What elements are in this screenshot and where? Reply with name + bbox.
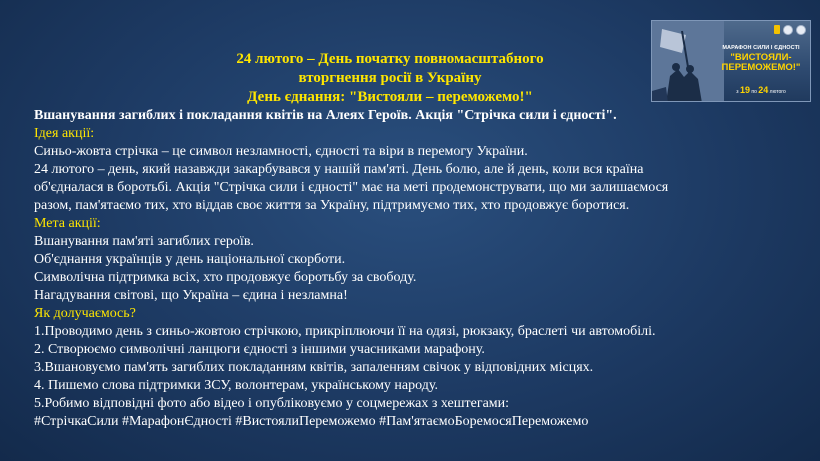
goal-label: Мета акції: bbox=[34, 216, 101, 231]
join-label: Як долучаємось? bbox=[34, 306, 136, 321]
marathon-badge bbox=[651, 20, 811, 102]
idea-line: об'єдналася в боротьбі. Акція "Стрічка сили і єдності" має на меті продемонструвати, що ми залишаємося bbox=[34, 180, 669, 195]
join-step: 5.Робимо відповідні фото або відео і опубліковуємо у соцмережах з хештегами: bbox=[34, 396, 510, 411]
date-to: 24 bbox=[758, 85, 769, 95]
badge-dates bbox=[712, 85, 810, 95]
join-step: 2. Створюємо символічні ланцюги єдності з іншими учасниками марафону. bbox=[34, 342, 485, 357]
date-to-prefix: по bbox=[751, 89, 757, 95]
badge-slogan-line-1: "ВИСТОЯЛИ- bbox=[730, 52, 792, 63]
date-from: 19 bbox=[739, 85, 750, 95]
trident-icon bbox=[774, 25, 780, 34]
title-line-1: 24 лютого – День початку повномасштабного bbox=[236, 51, 544, 67]
join-step: 4. Пишемо слова підтримки ЗСУ, волонтерам, українському народу. bbox=[34, 378, 438, 393]
emblem-icon bbox=[783, 25, 793, 35]
title-line-2: вторгнення росії в Україну bbox=[298, 70, 482, 86]
content-heading: Вшанування загиблих і покладання квітів на Алеях Героїв. Акція "Стрічка сили і єдності". bbox=[34, 108, 617, 123]
seal-icon bbox=[796, 25, 806, 35]
goal-line: Вшанування пам'яті загиблих героїв. bbox=[34, 234, 254, 249]
slide-title bbox=[120, 50, 660, 107]
idea-line: разом, пам'ятаємо тих, хто віддав своє життя за Україну, підтримуємо тих, хто продовжує боротися. bbox=[34, 198, 630, 213]
hashtags: #СтрічкаСили #МарафонЄдності #ВистоялиПереможемо #Пам'ятаємоБоремосяПереможемо bbox=[34, 414, 589, 429]
badge-logos bbox=[774, 25, 806, 35]
badge-subtitle: МАРАФОН СИЛИ І ЄДНОСТІ bbox=[722, 45, 800, 51]
title-line-3: День єднання: "Вистояли – переможемо!" bbox=[247, 89, 533, 105]
idea-label: Ідея акції: bbox=[34, 126, 95, 141]
join-step: 3.Вшановуємо пам'ять загиблих покладанням квітів, запаленням свічок у відповідних місцях. bbox=[34, 360, 594, 375]
badge-slogan bbox=[710, 53, 811, 73]
date-month: лютого bbox=[769, 89, 786, 95]
goal-line: Символічна підтримка всіх, хто продовжує боротьбу за свободу. bbox=[34, 270, 417, 285]
badge-slogan-line-2: ПЕРЕМОЖЕМО!" bbox=[721, 62, 801, 73]
goal-line: Нагадування світові, що Україна – єдина і незламна! bbox=[34, 288, 348, 303]
join-step: 1.Проводимо день з синьо-жовтою стрічкою, прикріплюючи її на одязі, рюкзаку, браслеті чи автомобілі. bbox=[34, 324, 656, 339]
slide-content bbox=[34, 107, 794, 431]
date-from-prefix: з bbox=[736, 89, 739, 95]
idea-line: 24 лютого – день, який назавжди закарбувався у нашій пам'яті. День болю, але й день, коли вся країна bbox=[34, 162, 644, 177]
goal-line: Об'єднання українців у день національної скорботи. bbox=[34, 252, 346, 267]
idea-line: Синьо-жовта стрічка – це символ незламності, єдності та віри в перемогу України. bbox=[34, 144, 528, 159]
